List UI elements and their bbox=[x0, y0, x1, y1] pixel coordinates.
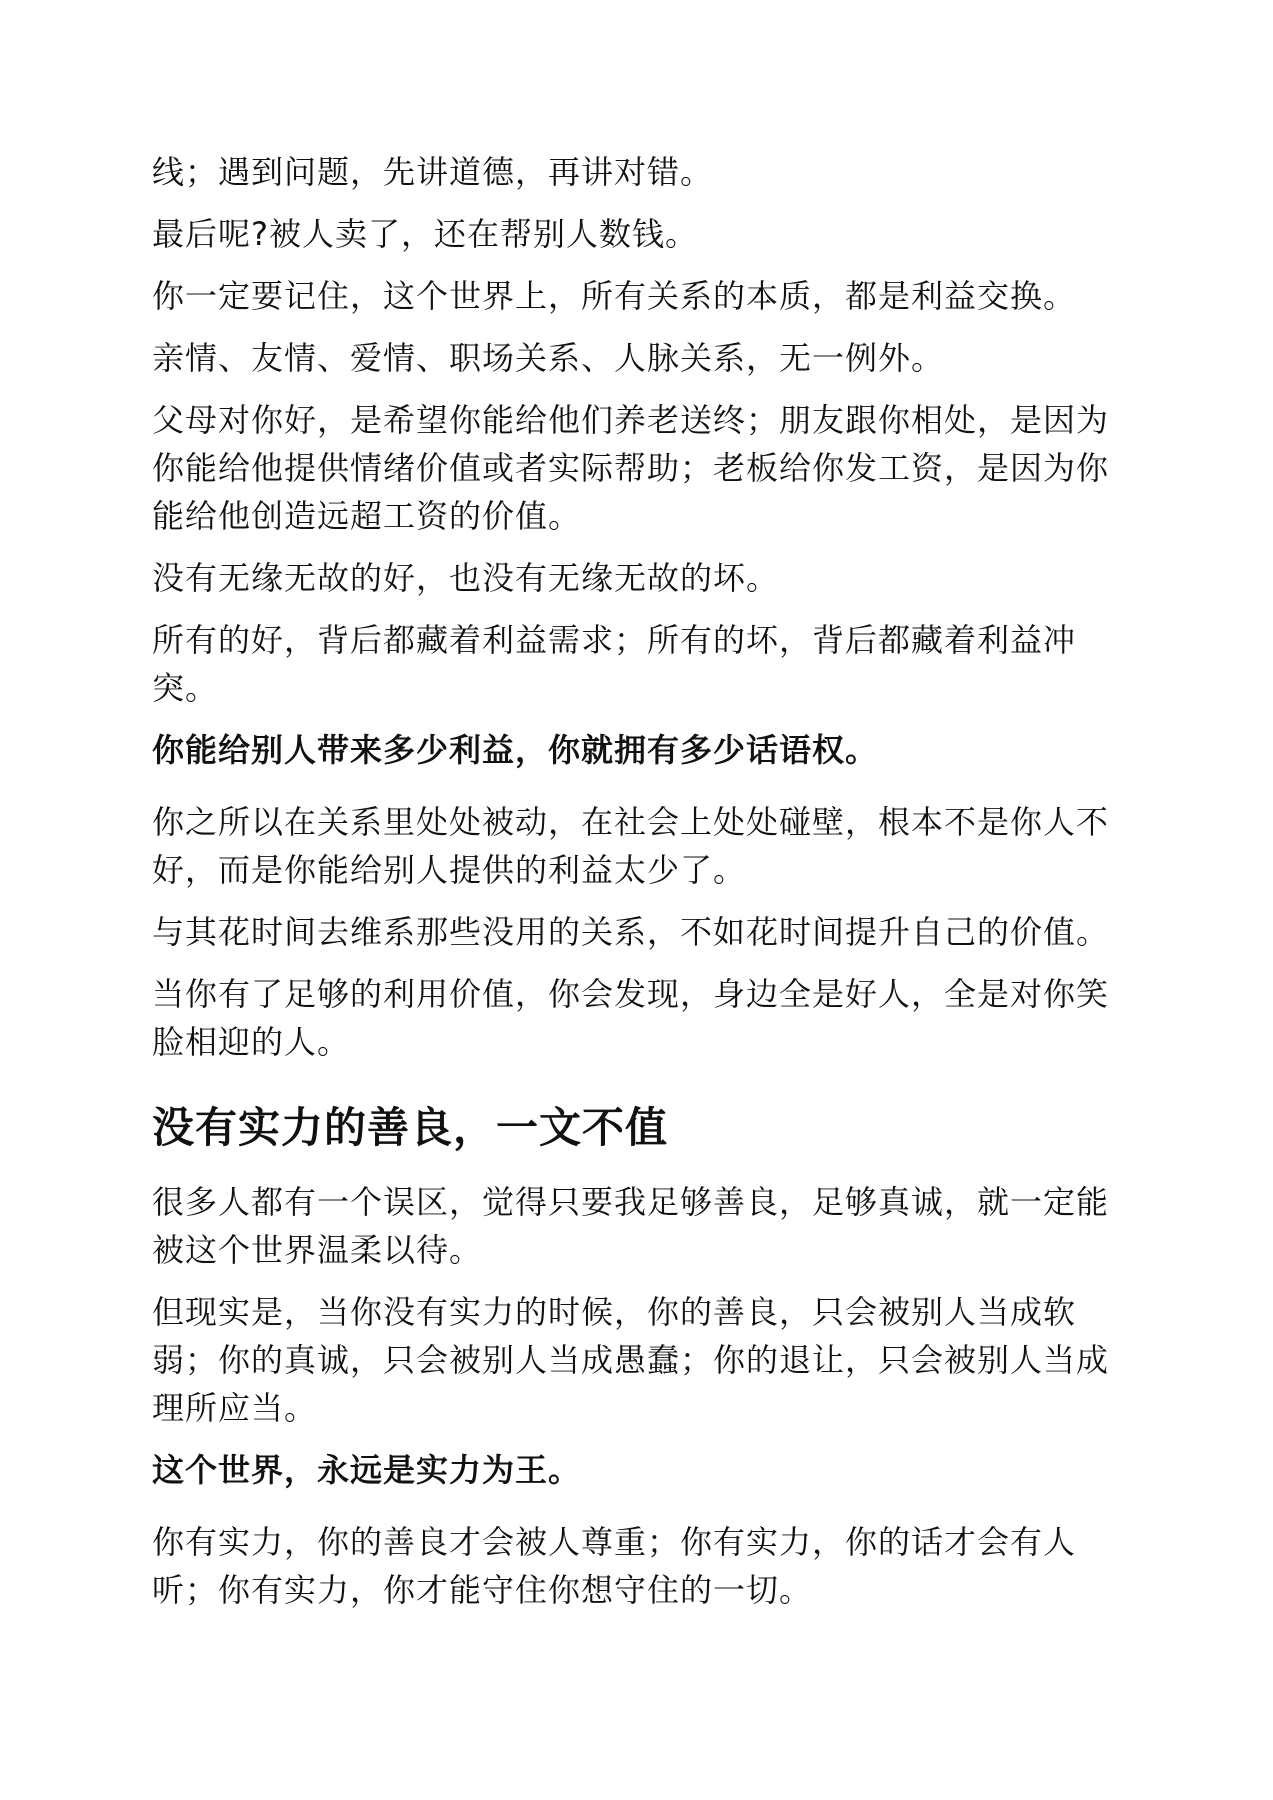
section-heading: 没有实力的善良，一文不值 bbox=[152, 1103, 669, 1152]
paragraph: 亲情、友情、爱情、职场关系、人脉关系，无一例外。 bbox=[152, 339, 945, 377]
body-text-bottom bbox=[152, 1178, 1122, 1614]
paragraph: 你有实力，你的善良才会被人尊重；你有实力，你的话才会有人听；你有实力，你才能守住你想守住的一切。 bbox=[152, 1523, 1077, 1609]
paragraph: 最后呢?被人卖了，还在帮别人数钱。 bbox=[152, 215, 698, 253]
paragraph: 你之所以在关系里处处被动，在社会上处处碰壁，根本不是你人不好，而是你能给别人提供的利益太少了。 bbox=[152, 803, 1110, 889]
paragraph: 你一定要记住，这个世界上，所有关系的本质，都是利益交换。 bbox=[152, 277, 1077, 315]
paragraph: 线；遇到问题，先讲道德，再讲对错。 bbox=[152, 153, 714, 191]
emphasis-paragraph: 你能给别人带来多少利益，你就拥有多少话语权。 bbox=[152, 731, 879, 769]
document-page bbox=[152, 148, 1122, 1628]
paragraph: 父母对你好，是希望你能给他们养老送终；朋友跟你相处，是因为你能给他提供情绪价值或者实际帮助；老板给你发工资，是因为你能给他创造远超工资的价值。 bbox=[152, 401, 1110, 535]
paragraph: 与其花时间去维系那些没用的关系，不如花时间提升自己的价值。 bbox=[152, 913, 1110, 951]
paragraph: 所有的好，背后都藏着利益需求；所有的坏，背后都藏着利益冲突。 bbox=[152, 621, 1077, 707]
paragraph: 但现实是，当你没有实力的时候，你的善良，只会被别人当成软弱；你的真诚，只会被别人当成愚蠢；你的退让，只会被别人当成理所应当。 bbox=[152, 1293, 1110, 1427]
body-text-top bbox=[152, 148, 1122, 1066]
emphasis-paragraph: 这个世界，永远是实力为王。 bbox=[152, 1451, 582, 1489]
paragraph: 没有无缘无故的好，也没有无缘无故的坏。 bbox=[152, 559, 780, 597]
paragraph: 很多人都有一个误区，觉得只要我足够善良，足够真诚，就一定能被这个世界温柔以待。 bbox=[152, 1183, 1110, 1269]
paragraph: 当你有了足够的利用价值，你会发现，身边全是好人，全是对你笑脸相迎的人。 bbox=[152, 975, 1110, 1061]
